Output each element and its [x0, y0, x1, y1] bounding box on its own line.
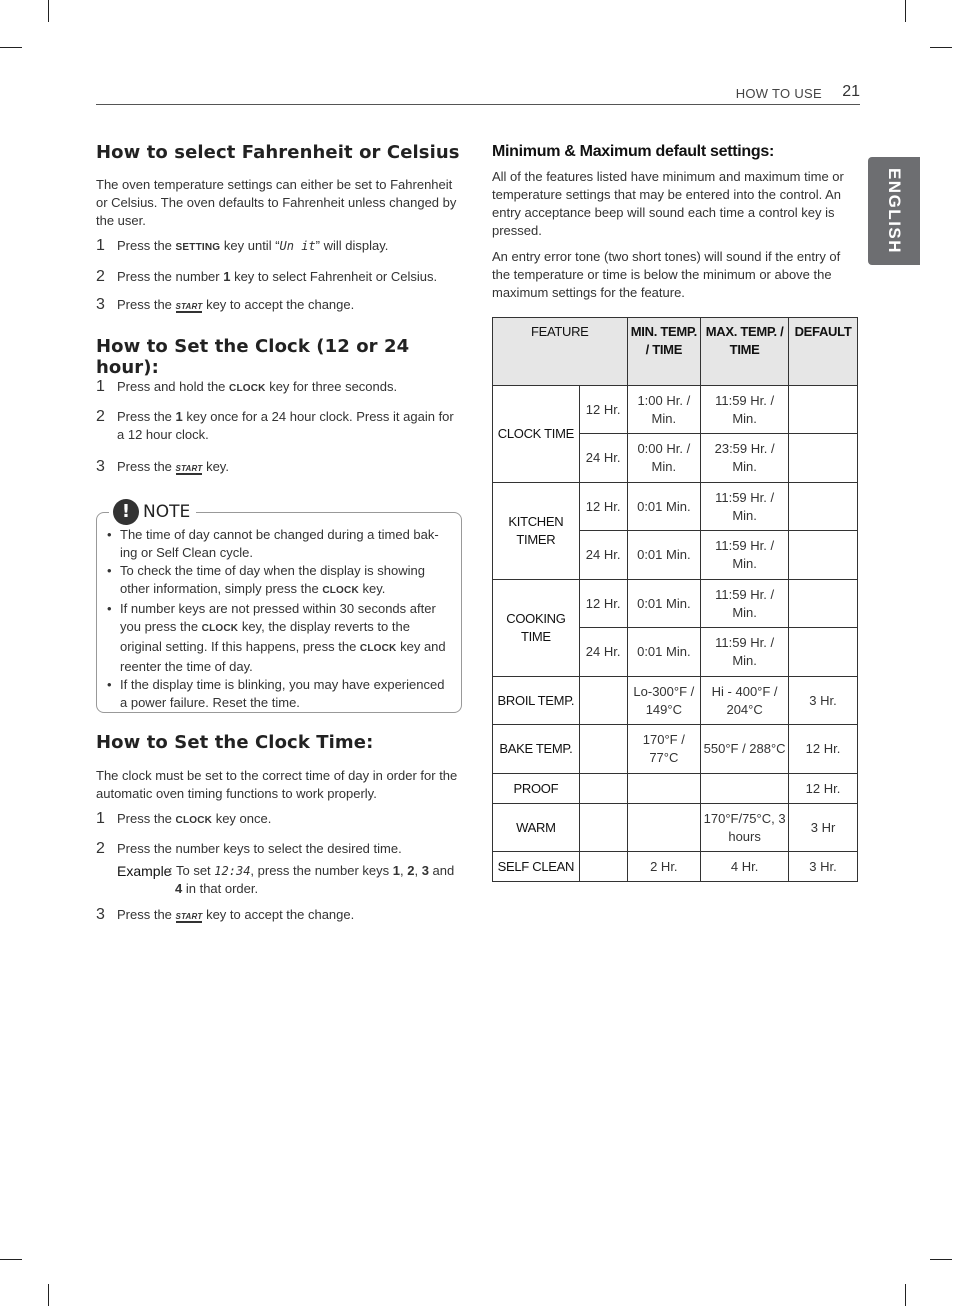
- step-text: key once for a 24 hour clock. Press it again for a 12 hour clock.: [117, 409, 454, 442]
- max-cell: 170°F/75°C, 3 hours: [701, 804, 789, 852]
- max-cell: 550°F / 288°C: [701, 725, 789, 774]
- note-item: • The time of day cannot be changed during a timed bak-ing or Self Clean cycle.: [107, 526, 451, 562]
- example-text: ,: [400, 863, 408, 878]
- min-cell: 0:00 Hr. / Min.: [627, 434, 701, 483]
- crop-mark: [905, 1284, 906, 1306]
- default-cell: [789, 531, 858, 580]
- clock-mode-step-1: [96, 378, 462, 398]
- example-text: in that order.: [182, 881, 259, 896]
- note-title: NOTE: [143, 502, 191, 522]
- step-text: key to select Fahrenheit or Celsius.: [230, 269, 438, 284]
- clock-time-title: How to Set the Clock Time:: [96, 732, 374, 753]
- step-number: 1: [96, 237, 105, 254]
- table-row: [493, 804, 858, 852]
- min-cell: 2 Hr.: [627, 852, 701, 882]
- table-row: [493, 774, 858, 804]
- table-row: [493, 677, 858, 725]
- defaults-title: Minimum & Maximum default settings:: [492, 143, 774, 160]
- clock-time-example: [117, 862, 462, 898]
- min-cell: [627, 804, 701, 852]
- step-text: key to accept the change.: [202, 907, 355, 922]
- step-text: key.: [202, 459, 229, 474]
- start-key: START: [175, 464, 203, 473]
- header-default: DEFAULT: [789, 318, 858, 386]
- max-cell: 11:59 Hr. / Min.: [701, 483, 789, 531]
- number-key-2: 2: [407, 863, 415, 878]
- clock-key: CLOCK: [229, 383, 266, 394]
- feature-cell: BAKE TEMP.: [493, 725, 580, 774]
- clock-mode-step-2: [96, 408, 462, 444]
- display-unit-readout: Un it: [279, 239, 316, 253]
- start-key: START: [175, 912, 203, 921]
- max-cell: 11:59 Hr. / Min.: [701, 386, 789, 434]
- crop-mark: [48, 1284, 49, 1306]
- crop-mark: [930, 47, 952, 48]
- step-text: Press the: [117, 811, 176, 826]
- step-number: 1: [96, 810, 105, 827]
- crop-mark: [0, 1259, 22, 1260]
- min-cell: 0:01 Min.: [627, 531, 701, 580]
- min-cell: [627, 774, 701, 804]
- default-cell: [789, 386, 858, 434]
- fahrenheit-step-2: [96, 268, 462, 286]
- note-header: [109, 499, 196, 525]
- default-cell: [789, 628, 858, 677]
- step-text: Press the number keys to select the desired time.: [117, 841, 402, 856]
- step-number: 1: [96, 378, 105, 395]
- note-text: If number keys are not pressed within 30 seconds after you press the: [120, 601, 436, 634]
- header-min: MIN. TEMP. / TIME: [627, 318, 701, 386]
- min-cell: 0:01 Min.: [627, 580, 701, 628]
- max-cell: 11:59 Hr. / Min.: [701, 628, 789, 677]
- mode-cell: [579, 725, 627, 774]
- display-time-readout: 12:34: [214, 864, 251, 878]
- step-text: key to accept the change.: [202, 297, 355, 312]
- fahrenheit-intro: The oven temperature settings can either be set to Fahrenheit or Celsius. The oven defaults to Fahrenheit unless changed by the user.: [96, 177, 457, 228]
- language-tab-label: ENGLISH: [885, 167, 904, 255]
- max-cell: 11:59 Hr. / Min.: [701, 531, 789, 580]
- max-cell: 23:59 Hr. / Min.: [701, 434, 789, 483]
- section-label: HOW TO USE: [735, 86, 822, 101]
- language-tab: [868, 157, 920, 265]
- note-text: To check the time of day when the display is showing other information, simply press the: [120, 563, 425, 596]
- default-cell: 3 Hr: [789, 804, 858, 852]
- max-cell: [701, 774, 789, 804]
- clock-key: CLOCK: [322, 585, 359, 596]
- step-text: key until “: [220, 238, 280, 253]
- mode-cell: 12 Hr.: [579, 580, 627, 628]
- step-text: Press the: [117, 459, 176, 474]
- feature-cell: BROIL TEMP.: [493, 677, 580, 725]
- defaults-paragraph-2: An entry error tone (two short tones) will sound if the entry of the temperature or time is below the minimum or above the maximum settings for the feature.: [492, 249, 841, 300]
- defaults-paragraph-1: All of the features listed have minimum and maximum time or temperature settings that may be entered into the control. An entry acceptance beep will sound each time a control key is pressed.: [492, 169, 844, 238]
- number-key-1: 1: [392, 863, 400, 878]
- clock-key: CLOCK: [201, 623, 239, 634]
- note-box: [96, 501, 462, 713]
- step-text: ” will display.: [315, 238, 389, 253]
- mode-cell: 12 Hr.: [579, 386, 627, 434]
- default-cell: [789, 580, 858, 628]
- clock-time-step-3: [96, 906, 462, 924]
- clock-mode-step-3: [96, 458, 462, 476]
- mode-cell: [579, 804, 627, 852]
- example-text: , press the number keys: [250, 863, 393, 878]
- table-row: [493, 483, 858, 531]
- mode-cell: 24 Hr.: [579, 628, 627, 677]
- step-text: Press and hold the: [117, 379, 230, 394]
- default-cell: 12 Hr.: [789, 774, 858, 804]
- number-key-1: 1: [223, 269, 231, 284]
- clock-time-step-1: [96, 810, 462, 830]
- setting-key: SETTING: [175, 242, 221, 253]
- feature-cell: COOKING TIME: [493, 580, 580, 677]
- header-max: MAX. TEMP. / TIME: [701, 318, 789, 386]
- table-header-row: [493, 318, 858, 386]
- step-number: 2: [96, 408, 105, 425]
- note-item: [107, 562, 451, 600]
- feature-cell: KITCHEN TIMER: [493, 483, 580, 580]
- example-label: Example: [117, 863, 172, 879]
- default-cell: 3 Hr.: [789, 677, 858, 725]
- number-key-1: 1: [175, 409, 183, 424]
- default-cell: [789, 483, 858, 531]
- mode-cell: 12 Hr.: [579, 483, 627, 531]
- step-number: 2: [96, 268, 105, 285]
- start-key: START: [175, 302, 203, 311]
- mode-cell: 24 Hr.: [579, 434, 627, 483]
- min-cell: 1:00 Hr. / Min.: [627, 386, 701, 434]
- min-cell: 0:01 Min.: [627, 628, 701, 677]
- step-text: key once.: [212, 811, 272, 826]
- clock-key: CLOCK: [175, 815, 213, 826]
- running-header: [96, 83, 860, 105]
- note-item: • If the display time is blinking, you may have experienced a power failure. Reset the time.: [107, 676, 451, 712]
- table-row: [493, 725, 858, 774]
- feature-cell: PROOF: [493, 774, 580, 804]
- fahrenheit-step-3: [96, 296, 462, 314]
- default-cell: 3 Hr.: [789, 852, 858, 882]
- clock-key: CLOCK: [359, 643, 397, 654]
- crop-mark: [0, 47, 22, 48]
- example-text: and: [428, 863, 455, 878]
- step-text: Press the: [117, 907, 176, 922]
- clock-mode-title: How to Set the Clock (12 or 24 hour):: [96, 336, 410, 378]
- step-number: 3: [96, 458, 105, 475]
- step-text: key for three seconds.: [265, 379, 398, 394]
- table-row: [493, 386, 858, 434]
- number-key-3: 3: [421, 863, 429, 878]
- crop-mark: [905, 0, 906, 22]
- mode-cell: [579, 852, 627, 882]
- feature-cell: CLOCK TIME: [493, 386, 580, 483]
- step-text: Press the: [117, 297, 176, 312]
- note-text: key, the display reverts to the original setting. If this happens, press the: [120, 619, 410, 654]
- max-cell: 4 Hr.: [701, 852, 789, 882]
- number-key-4: 4: [175, 881, 183, 896]
- note-item: [107, 600, 451, 676]
- max-cell: 11:59 Hr. / Min.: [701, 580, 789, 628]
- table-row: [493, 580, 858, 628]
- clock-time-intro: The clock must be set to the correct time of day in order for the automatic oven timing functions to work properly.: [96, 768, 458, 801]
- step-number: 3: [96, 906, 105, 923]
- step-text: Press the: [117, 238, 176, 253]
- table-row: [493, 852, 858, 882]
- step-number: 2: [96, 840, 105, 857]
- exclamation-icon: !: [113, 499, 139, 525]
- step-number: 3: [96, 296, 105, 313]
- mode-cell: [579, 677, 627, 725]
- settings-table: [492, 317, 858, 882]
- clock-time-step-2: [96, 840, 462, 858]
- mode-cell: 24 Hr.: [579, 531, 627, 580]
- feature-cell: WARM: [493, 804, 580, 852]
- max-cell: Hi - 400°F / 204°C: [701, 677, 789, 725]
- header-feature: FEATURE: [493, 318, 628, 386]
- fahrenheit-step-1: [96, 237, 462, 257]
- example-text: : To set: [169, 863, 215, 878]
- default-cell: [789, 434, 858, 483]
- default-cell: 12 Hr.: [789, 725, 858, 774]
- note-text: key.: [358, 581, 386, 596]
- min-cell: 170°F / 77°C: [627, 725, 701, 774]
- min-cell: Lo-300°F / 149°C: [627, 677, 701, 725]
- fahrenheit-title: How to select Fahrenheit or Celsius: [96, 142, 460, 163]
- step-text: Press the: [117, 409, 176, 424]
- crop-mark: [48, 0, 49, 22]
- step-text: Press the number: [117, 269, 224, 284]
- min-cell: 0:01 Min.: [627, 483, 701, 531]
- feature-cell: SELF CLEAN: [493, 852, 580, 882]
- note-list: [97, 513, 461, 718]
- crop-mark: [930, 1259, 952, 1260]
- mode-cell: [579, 774, 627, 804]
- page-number: 21: [842, 83, 860, 100]
- note-text: key and reenter the time of day.: [120, 639, 446, 674]
- example-text: ,: [414, 863, 422, 878]
